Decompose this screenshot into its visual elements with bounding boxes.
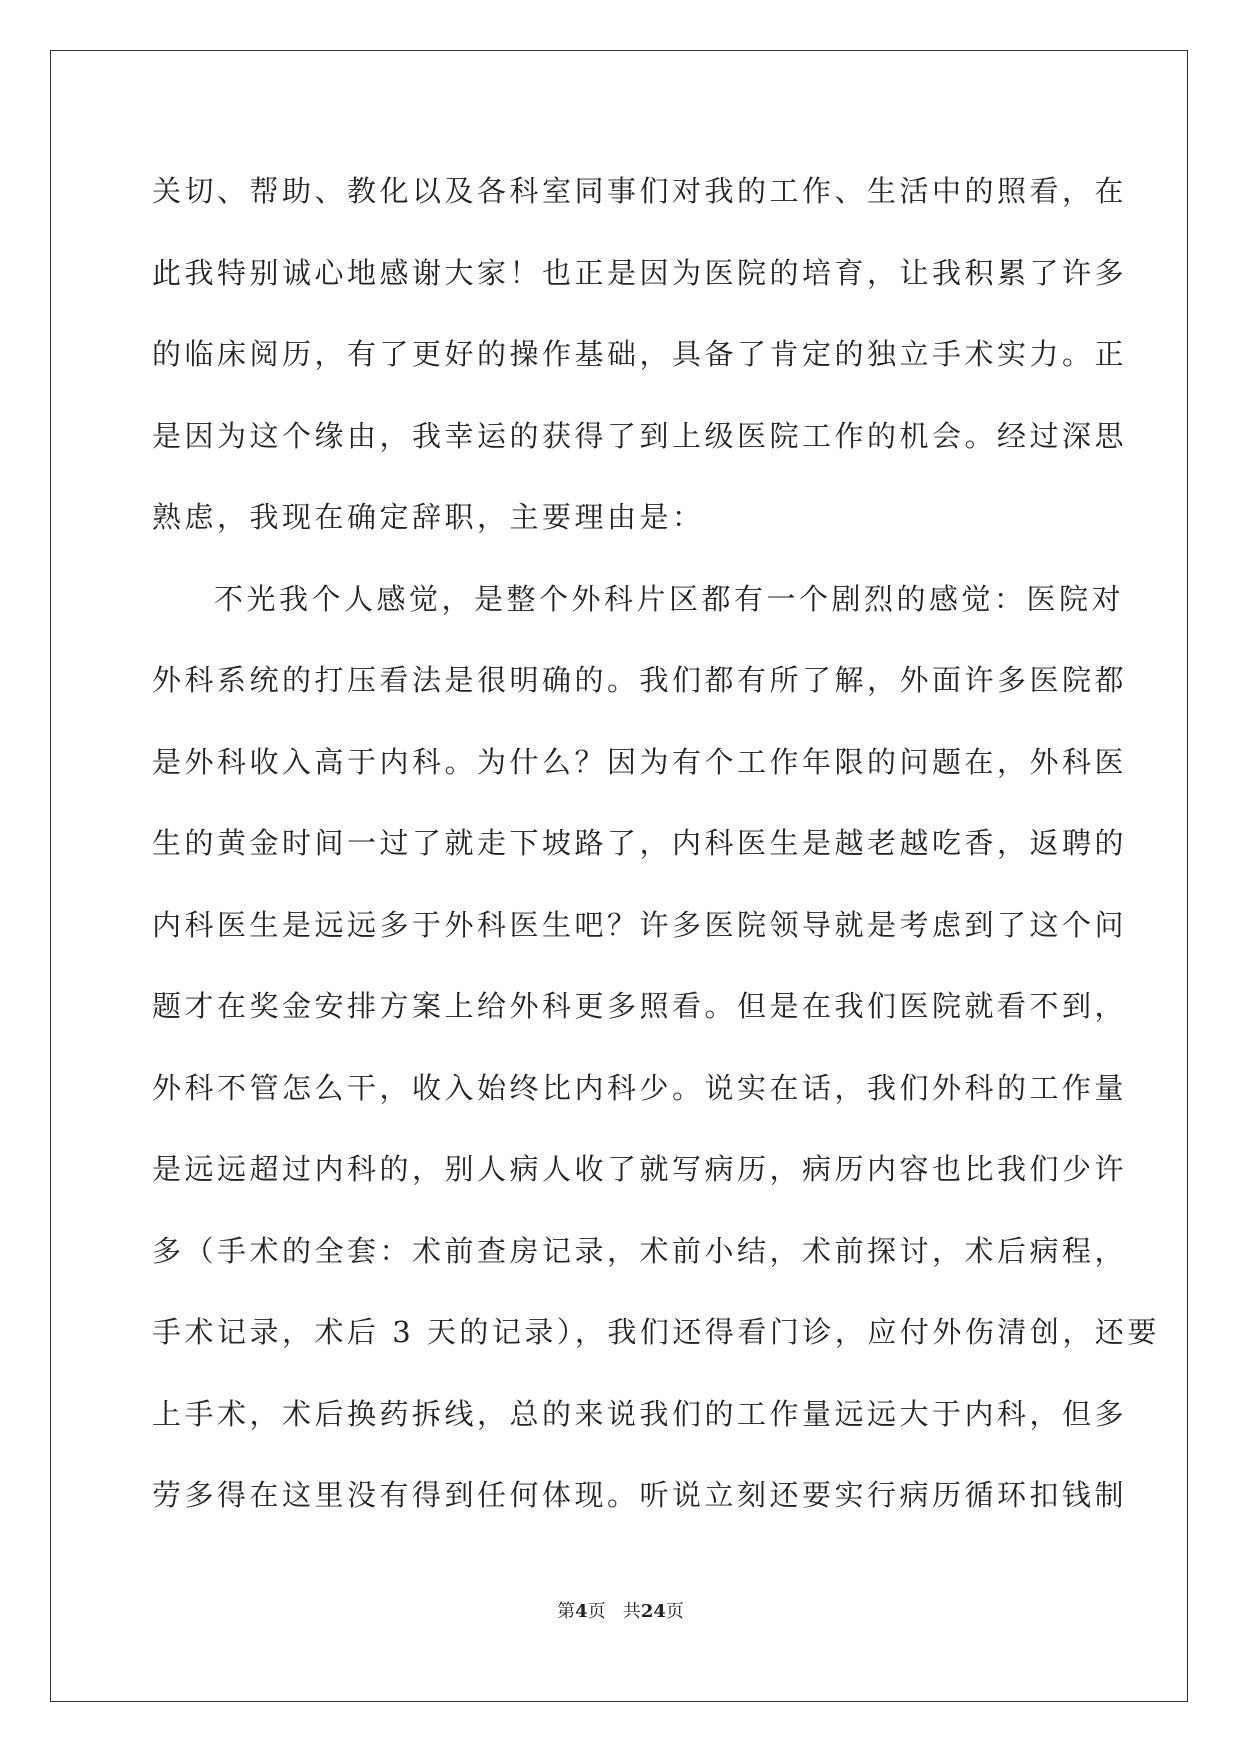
footer-page-number: 4 xyxy=(575,1601,588,1622)
text-line: 生的黄金时间一过了就走下坡路了，内科医生是越老越吃香，返聘的 xyxy=(152,826,1128,860)
text-line: 外科不管怎么干，收入始终比内科少。说实在话，我们外科的工作量 xyxy=(152,1070,1128,1105)
text-line: 是因为这个缘由，我幸运的获得了到上级医院工作的机会。经过深思 xyxy=(152,418,1128,453)
footer-suffix: 页 xyxy=(665,1601,684,1622)
text-line: 手术记录，术后 3 天的记录），我们还得看门诊，应付外伤清创，还要 xyxy=(152,1315,1160,1349)
footer-prefix: 第 xyxy=(557,1601,576,1622)
text-line: 劳多得在这里没有得到任何体现。听说立刻还要实行病历循环扣钱制 xyxy=(152,1478,1128,1512)
page-footer xyxy=(0,1597,1241,1623)
text-line: 题才在奖金安排方案上给外科更多照看。但是在我们医院就看不到， xyxy=(152,989,1128,1023)
text-line: 是远远超过内科的，别人病人收了就写病历，病历内容也比我们少许 xyxy=(152,1152,1128,1186)
text-line: 的临床阅历，有了更好的操作基础，具备了肯定的独立手术实力。正 xyxy=(152,337,1128,371)
text-line: 外科系统的打压看法是很明确的。我们都有所了解，外面许多医院都 xyxy=(152,663,1128,697)
footer-total-pages: 24 xyxy=(640,1601,666,1622)
text-line: 此我特别诚心地感谢大家！也正是因为医院的培育，让我积累了许多 xyxy=(152,255,1128,290)
document-body xyxy=(152,160,1160,1546)
text-line: 内科医生是远远多于外科医生吧？许多医院领导就是考虑到了这个问 xyxy=(152,907,1128,942)
text-line: 是外科收入高于内科。为什么？因为有个工作年限的问题在，外科医 xyxy=(152,744,1128,779)
text-line: 熟虑，我现在确定辞职，主要理由是： xyxy=(152,500,705,534)
footer-middle: 页 共 xyxy=(587,1601,641,1622)
text-line: 上手术，术后换药拆线，总的来说我们的工作量远远大于内科，但多 xyxy=(152,1396,1128,1431)
text-line: 不光我个人感觉，是整个外科片区都有一个剧烈的感觉：医院对 xyxy=(214,581,1125,616)
text-line: 关切、帮助、教化以及各科室同事们对我的工作、生活中的照看，在 xyxy=(152,174,1128,208)
text-line: 多（手术的全套：术前查房记录，术前小结，术前探讨，术后病程， xyxy=(152,1233,1128,1268)
